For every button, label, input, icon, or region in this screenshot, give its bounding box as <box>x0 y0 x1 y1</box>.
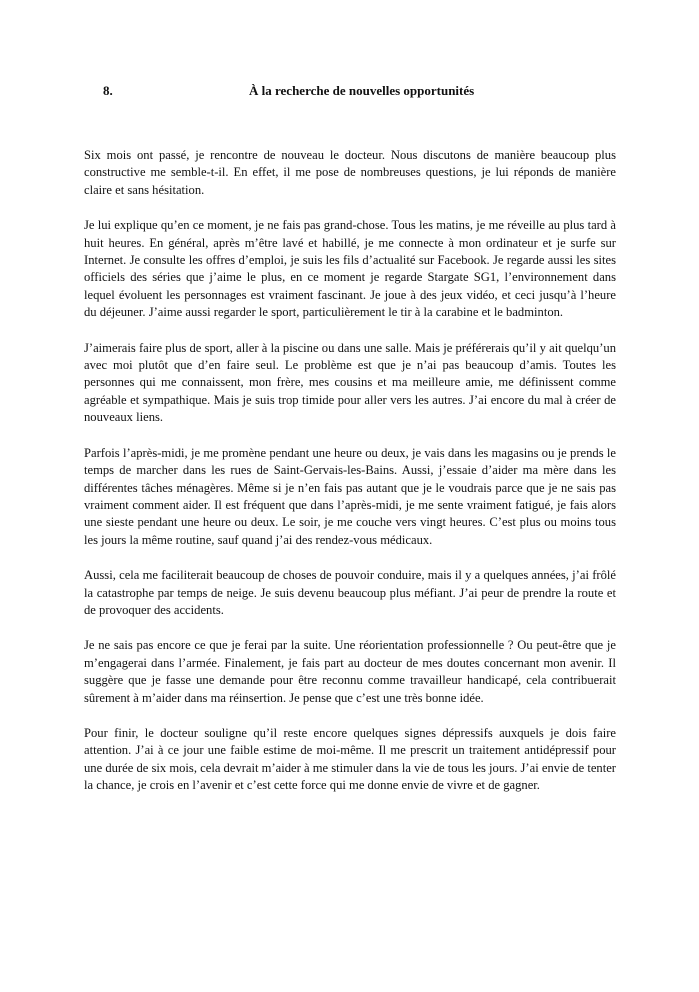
paragraph: Je ne sais pas encore ce que je ferai par la suite. Une réorientation professionnelle ? Ou peut-être que je m’engagerai dans l’armée. Finalement, je fais part au docteur de mes doutes concernant mon avenir. Il suggère que je fasse une demande pour être reconnu comme travailleur handicapé, cela contribuerait sûrement à m’aider dans ma réinsertion. Je pense que c’est une très bonne idée. <box>84 638 616 705</box>
chapter-body <box>84 147 616 813</box>
paragraph: Pour finir, le docteur souligne qu’il reste encore quelques signes dépressifs auxquels je dois faire attention. J’ai à ce jour une faible estime de moi-même. Il me prescrit un traitement antidépressif pour une durée de six mois, cela devrait m’aider à me stimuler dans la vie de tous les jours. J’ai envie de tenter la chance, je crois en l’avenir et c’est cette force qui me donne envie de vivre et de gagner. <box>84 725 616 793</box>
chapter-title: À la recherche de nouvelles opportunités <box>249 83 475 98</box>
chapter-number: 8. <box>103 83 113 98</box>
paragraph: Je lui explique qu’en ce moment, je ne fais pas grand-chose. Tous les matins, je me réveille au plus tard à huit heures. En général, après m’être lavé et habillé, je me connecte à mon ordinateur et je surfe sur Internet. Je consulte les offres d’emploi, je suis les fils d’actualité sur Facebook. Je regarde aussi les sites officiels des séries que j’aime le plus, en ce moment je regarde Stargate SG1, l’environnement dans lequel évoluent les personnages est vraiment fascinant. Je joue à des jeux vidéo, et ceci jusqu’à l’heure du déjeuner. J’aime aussi regarder le sport, particulièrement le tir à la carabine et le badminton. <box>84 218 616 320</box>
paragraph: Six mois ont passé, je rencontre de nouveau le docteur. Nous discutons de manière beaucoup plus constructive me semble-t-il. En effet, il me pose de nombreuses questions, je lui réponds de manière claire et sans hésitation. <box>84 148 616 197</box>
paragraph: J’aimerais faire plus de sport, aller à la piscine ou dans une salle. Mais je préférerais qu’il y ait quelqu’un avec moi plutôt que d’en faire seul. Le problème est que je n’ai pas beaucoup d’amis. Toutes les personnes qui me connaissent, mon frère, mes cousins et ma meilleure amie, me définissent comme agréable et sympathique. Mais je suis trop timide pour aller vers les autres. J’ai encore du mal à créer de nouveaux liens. <box>84 340 616 425</box>
paragraph: Aussi, cela me faciliterait beaucoup de choses de pouvoir conduire, mais il y a quelques années, j’ai frôlé la catastrophe par temps de neige. Je suis devenu beaucoup plus méfiant. J’ai peur de prendre la route et de provoquer des accidents. <box>84 568 616 617</box>
chapter-heading <box>0 83 699 103</box>
paragraph: Parfois l’après-midi, je me promène pendant une heure ou deux, je vais dans les magasins ou je prends le temps de marcher dans les rues de Saint-Gervais-les-Bains. Aussi, j’essaie d’aider ma mère dans les différentes tâches ménagères. Même si je n’en fais pas autant que je le voudrais parce que je ne sais pas vraiment comment aider. Il est fréquent que dans l’après-midi, je me sente vraiment fatigué, je fais alors une sieste pendant une heure ou deux. Le soir, je me couche vers vingt heures. C’est plus ou moins tous les jours la même routine, sauf quand j’ai des rendez-vous médicaux. <box>84 445 616 547</box>
